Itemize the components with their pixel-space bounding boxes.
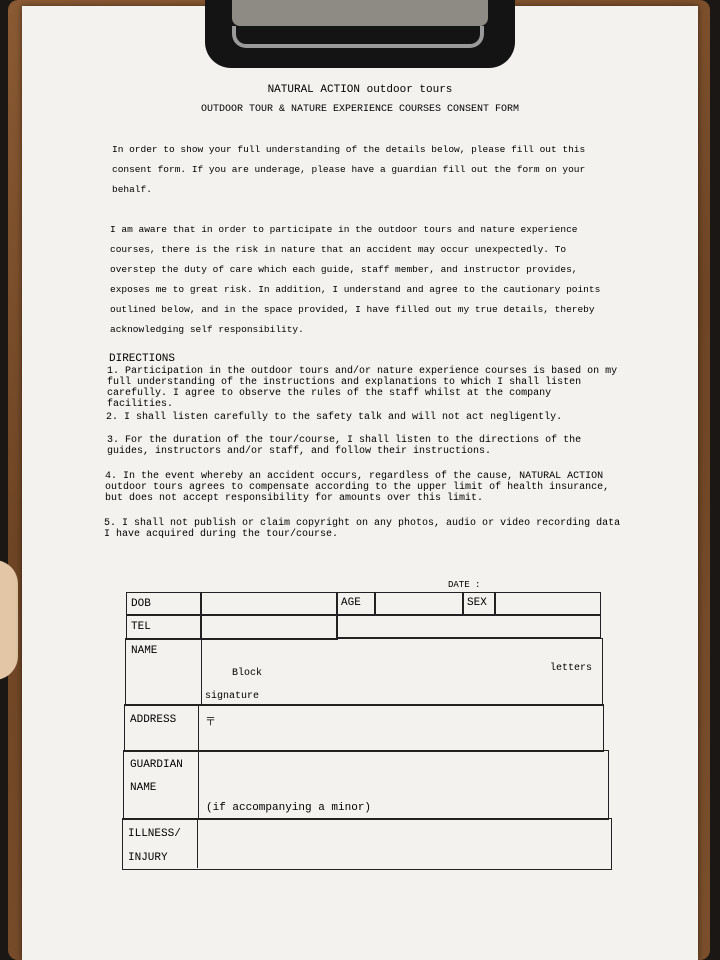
dob-label: DOB (131, 598, 151, 610)
tel-extra-field[interactable] (336, 614, 601, 638)
hand (0, 560, 18, 680)
dob-field[interactable] (200, 592, 338, 616)
sex-field[interactable] (494, 592, 601, 616)
age-label: AGE (341, 597, 361, 609)
sex-label-cell (462, 592, 496, 616)
direction-item-1: 1. Participation in the outdoor tours and/or nature experience courses is based on my full understanding of the instructions and explanations to which I shall listen carefully. I agree to observe the rules of the staff whilst at the company facilities. (107, 366, 618, 410)
guardian-label: GUARDIAN (130, 759, 183, 771)
directions-heading: DIRECTIONS (109, 353, 176, 365)
tel-label-cell (126, 614, 202, 640)
intro-paragraph: In order to show your full understanding of the details below, please fill out this consent form. If you are underage, please have a guardian fill out the form on your behalf. (112, 144, 586, 195)
postal-mark: 〒 (205, 717, 216, 729)
address-label: ADDRESS (130, 714, 177, 726)
clip-wire (232, 26, 484, 48)
direction-item-4: 4. In the event whereby an accident occurs, regardless of the cause, NATURAL ACTION outdoor tours agrees to compensate according to the upper limit of health insurance, but does not accept responsibility for amounts over this limit. (105, 471, 610, 504)
company-name: NATURAL ACTION outdoor tours (267, 84, 453, 96)
sex-label: SEX (467, 597, 487, 609)
tel-field[interactable] (200, 614, 338, 640)
guardian-name-label: NAME (130, 782, 157, 794)
tel-label: TEL (131, 621, 151, 633)
dob-label-cell (126, 592, 202, 616)
direction-item-3: 3. For the duration of the tour/course, I shall listen to the directions of the guides, instructors and/or staff, and follow their instructions. (107, 435, 582, 457)
direction-item-5: 5. I shall not publish or claim copyright on any photos, audio or video recording data I have acquired during the tour/course. (104, 518, 621, 540)
form-title: OUTDOOR TOUR & NATURE EXPERIENCE COURSES CONSENT FORM (200, 104, 520, 115)
illness-divider (197, 818, 198, 868)
name-field[interactable] (202, 640, 600, 702)
signature-hint: signature (205, 691, 260, 702)
date-label: DATE : (448, 580, 481, 590)
guardian-name-field[interactable] (200, 752, 605, 798)
age-label-cell (336, 592, 376, 616)
guardian-divider (198, 750, 199, 818)
name-label: NAME (131, 645, 158, 657)
clip-opening (232, 0, 488, 26)
illness-field[interactable] (199, 820, 608, 866)
address-field[interactable] (215, 706, 600, 748)
illness-label: ILLNESS/ (128, 828, 181, 840)
guardian-hint: (if accompanying a minor) (206, 802, 372, 814)
direction-item-2: 2. I shall listen carefully to the safety talk and will not act negligently. (106, 412, 563, 423)
awareness-paragraph: I am aware that in order to participate in the outdoor tours and nature experience courses, there is the risk in nature that an accident may occur unexpectedly. To overstep the duty of care which each guide, staff member, and instructor provides, exposes me to great risk. In addition, I understand and agree to the cautionary points outlined below, and in the space provided, I have filled out my true details, thereby acknowledging self responsibility. (110, 224, 601, 335)
age-field[interactable] (374, 592, 464, 616)
block-hint: Block (232, 668, 263, 679)
address-divider (198, 704, 199, 750)
injury-label: INJURY (128, 852, 168, 864)
letters-hint: letters (550, 663, 593, 674)
